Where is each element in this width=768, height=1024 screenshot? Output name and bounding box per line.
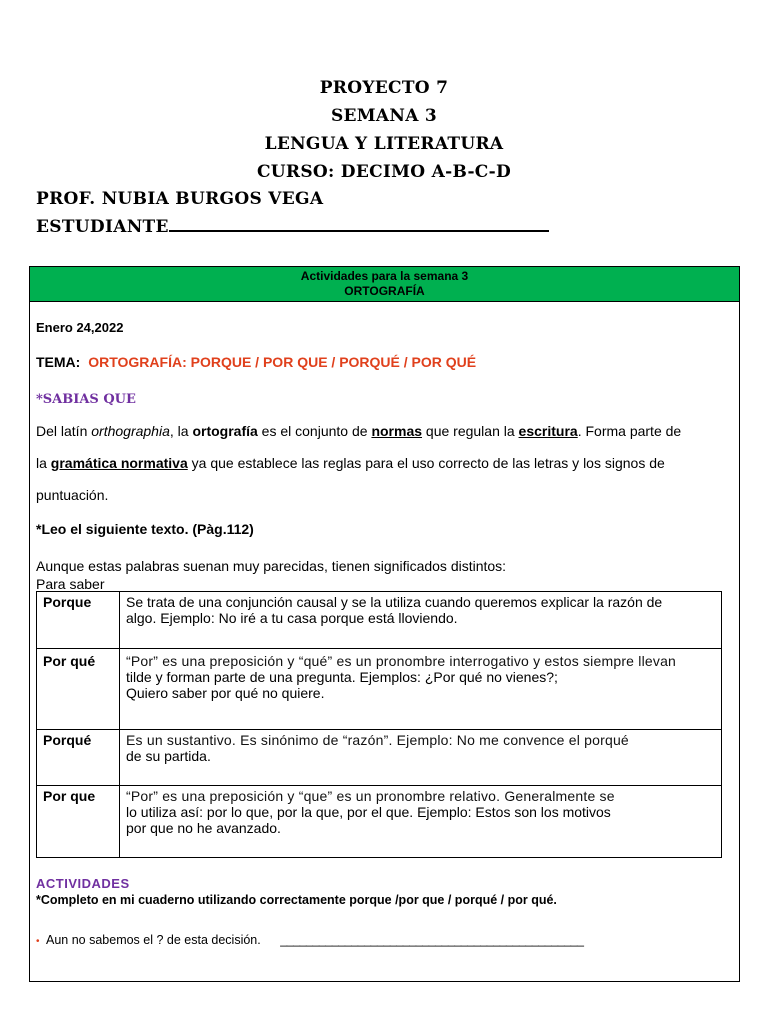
- definition-text: por que no he avanzado.: [126, 820, 281, 836]
- week-banner: [30, 267, 739, 302]
- definition-line-1: [36, 423, 736, 439]
- bullet-icon: •: [36, 936, 40, 947]
- table-row: [37, 730, 722, 786]
- term-cell: Porqué: [37, 730, 120, 786]
- subject-title: LENGUA Y LITERATURA: [264, 134, 504, 154]
- activities-heading: ACTIVIDADES: [36, 876, 130, 891]
- definition-cell: [120, 592, 722, 649]
- reading-instruction: *Leo el siguiente texto. (Pàg.112): [36, 521, 254, 537]
- term-cell: Por que: [37, 786, 120, 858]
- banner-subtitle: Actividades para la semana 3: [300, 269, 469, 283]
- def-text: es el conjunto de: [257, 423, 372, 439]
- def-text: que regulan la: [422, 423, 519, 439]
- definition-text: tilde y forman parte de una pregunta. Ejemplos: ¿Por qué no vienes?;: [126, 669, 558, 685]
- activities-instruction: *Completo en mi cuaderno utilizando correctamente porque /por que / porqué / por qué.: [36, 893, 557, 907]
- student-label: ESTUDIANTE: [36, 217, 169, 237]
- term-cell: Porque: [37, 592, 120, 649]
- definition-text: Se trata de una conjunción causal y se la utiliza cuando queremos explicar la razón de: [126, 594, 663, 610]
- student-field: [36, 217, 549, 237]
- definition-text: de su partida.: [126, 748, 211, 764]
- answer-blank[interactable]: _______________________________________________: [280, 933, 584, 947]
- def-keyword: gramática normativa: [50, 455, 188, 471]
- course-title: CURSO: DECIMO A-B-C-D: [256, 162, 512, 182]
- definitions-table: [36, 591, 722, 858]
- definition-text: “Por” es una preposición y “qué” es un pronombre interrogativo y estos siempre llevan: [126, 653, 677, 669]
- banner-title: ORTOGRAFÍA: [344, 284, 425, 298]
- definition-line-3: puntuación.: [36, 487, 109, 503]
- definition-text: Quiero saber por qué no quiere.: [126, 685, 325, 701]
- definition-cell: [120, 786, 722, 858]
- topic-label: TEMA:: [36, 354, 81, 370]
- intro-text: Aunque estas palabras suenan muy parecidas, tienen significados distintos:: [36, 558, 507, 574]
- date: Enero 24,2022: [36, 320, 124, 335]
- table-row: [37, 592, 722, 649]
- definition-text: “Por” es una preposición y “que” es un pronombre relativo. Generalmente se: [126, 788, 615, 804]
- teacher-name: PROF. NUBIA BURGOS VEGA: [36, 189, 324, 209]
- table-row: [37, 786, 722, 858]
- def-latin: orthographia: [91, 423, 170, 439]
- topic: [36, 354, 476, 370]
- def-text: , la: [169, 423, 193, 439]
- def-text: . Forma parte de: [577, 423, 682, 439]
- table-row: [37, 649, 722, 730]
- def-keyword: escritura: [518, 423, 578, 439]
- def-text: ya que establece las reglas para el uso correcto de las letras y los signos de: [187, 455, 665, 471]
- sabias-que-heading: *SABIAS QUE: [36, 392, 136, 407]
- definition-text: algo. Ejemplo: No iré a tu casa porque está lloviendo.: [126, 610, 458, 626]
- intro-subtitle: Para saber: [36, 576, 105, 592]
- definition-cell: [120, 730, 722, 786]
- activity-item-1: [36, 933, 583, 947]
- definition-text: Es un sustantivo. Es sinónimo de “razón”. Ejemplo: No me convence el porqué: [126, 732, 629, 748]
- activity-sentence: Aun no sabemos el ? de esta decisión.: [46, 933, 261, 947]
- activity-box: [29, 266, 740, 982]
- term-cell: Por qué: [37, 649, 120, 730]
- student-name-line[interactable]: [169, 230, 549, 232]
- def-keyword: normas: [371, 423, 423, 439]
- definition-cell: [120, 649, 722, 730]
- def-keyword: ortografía: [192, 423, 258, 439]
- topic-value: ORTOGRAFÍA: PORQUE / POR QUE / PORQUÉ / POR QUÉ: [88, 354, 477, 370]
- definition-line-2: [36, 455, 736, 471]
- definition-text: lo utiliza así: por lo que, por la que, por el que. Ejemplo: Estos son los motivos: [126, 804, 611, 820]
- week-title: SEMANA 3: [330, 106, 438, 126]
- def-text: Del latín: [36, 423, 92, 439]
- project-title: PROYECTO 7: [319, 78, 449, 98]
- def-text: la: [36, 455, 51, 471]
